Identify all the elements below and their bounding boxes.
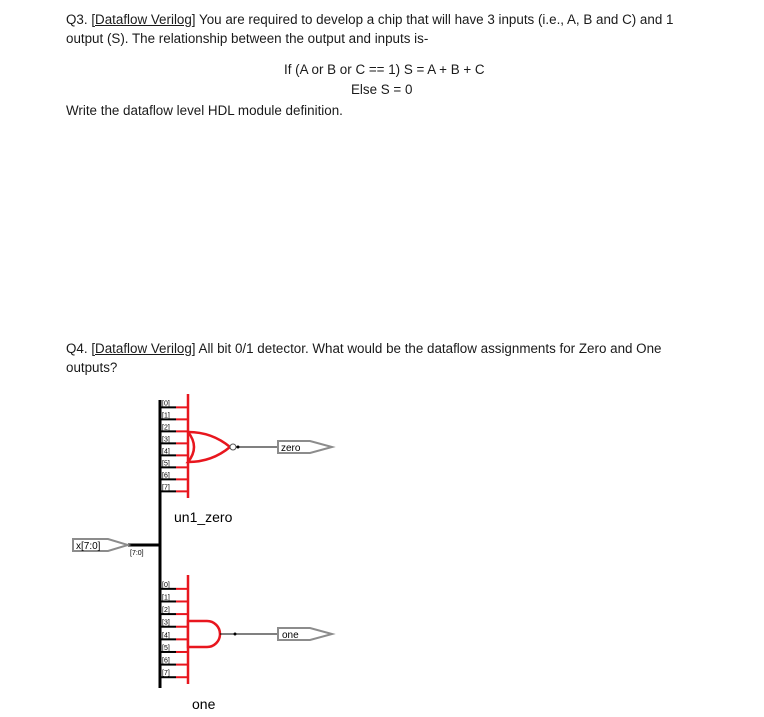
bottom-bit-label: [6] (162, 657, 170, 665)
input-port-label: x[7:0] (76, 541, 101, 552)
output-zero-label: zero (281, 443, 301, 454)
bus-label: [7:0] (130, 550, 144, 557)
q3-label: Q3. (66, 12, 88, 27)
top-bit-taps (160, 394, 188, 498)
bottom-bit-label: [5] (162, 644, 170, 652)
bottom-bit-taps (160, 575, 188, 684)
bottom-bit-label: [7] (162, 670, 170, 678)
and-gate (188, 621, 220, 647)
nor-gate (188, 432, 230, 462)
bottom-bit-label: [1] (162, 594, 170, 602)
one-wire-dot (234, 633, 237, 636)
top-bit-label: [1] (162, 412, 170, 420)
bottom-bit-label: [4] (162, 632, 170, 640)
q4-line1-rest: All bit 0/1 detector. What would be the dataflow assignments for Zero and One (195, 341, 662, 356)
top-bit-label: [3] (162, 436, 170, 444)
top-bit-label: [4] (162, 448, 170, 456)
q4-label: Q4. (66, 341, 88, 356)
q4-tag: [Dataflow Verilog] (91, 341, 196, 356)
nor-gate-bubble (230, 444, 236, 450)
gate-top-name: un1_zero (174, 509, 233, 525)
bottom-bit-label: [3] (162, 619, 170, 627)
top-bit-label: [6] (162, 472, 170, 480)
q3-task: Write the dataflow level HDL module definition. (66, 103, 343, 118)
output-one-label: one (282, 630, 299, 641)
bottom-bit-label: [2] (162, 607, 170, 615)
q3-tag: [Dataflow Verilog] (91, 12, 196, 27)
top-bit-label: [5] (162, 460, 170, 468)
zero-wire-dot (237, 446, 240, 449)
top-bit-label: [2] (162, 424, 170, 432)
top-bit-label: [7] (162, 484, 170, 492)
q4-line2: outputs? (66, 360, 118, 375)
bottom-bit-label: [0] (162, 581, 170, 589)
q3-line2: output (S). The relationship between the output and inputs is- (66, 31, 429, 46)
q3-condition-if: If (A or B or C == 1) S = A + B + C (284, 62, 485, 77)
top-bit-label: [0] (162, 400, 170, 408)
gate-bottom-name: one (192, 696, 216, 712)
q3-condition-else: Else S = 0 (351, 82, 413, 97)
q3-line1-rest: You are required to develop a chip that will have 3 inputs (i.e., A, B and C) and 1 (195, 12, 674, 27)
